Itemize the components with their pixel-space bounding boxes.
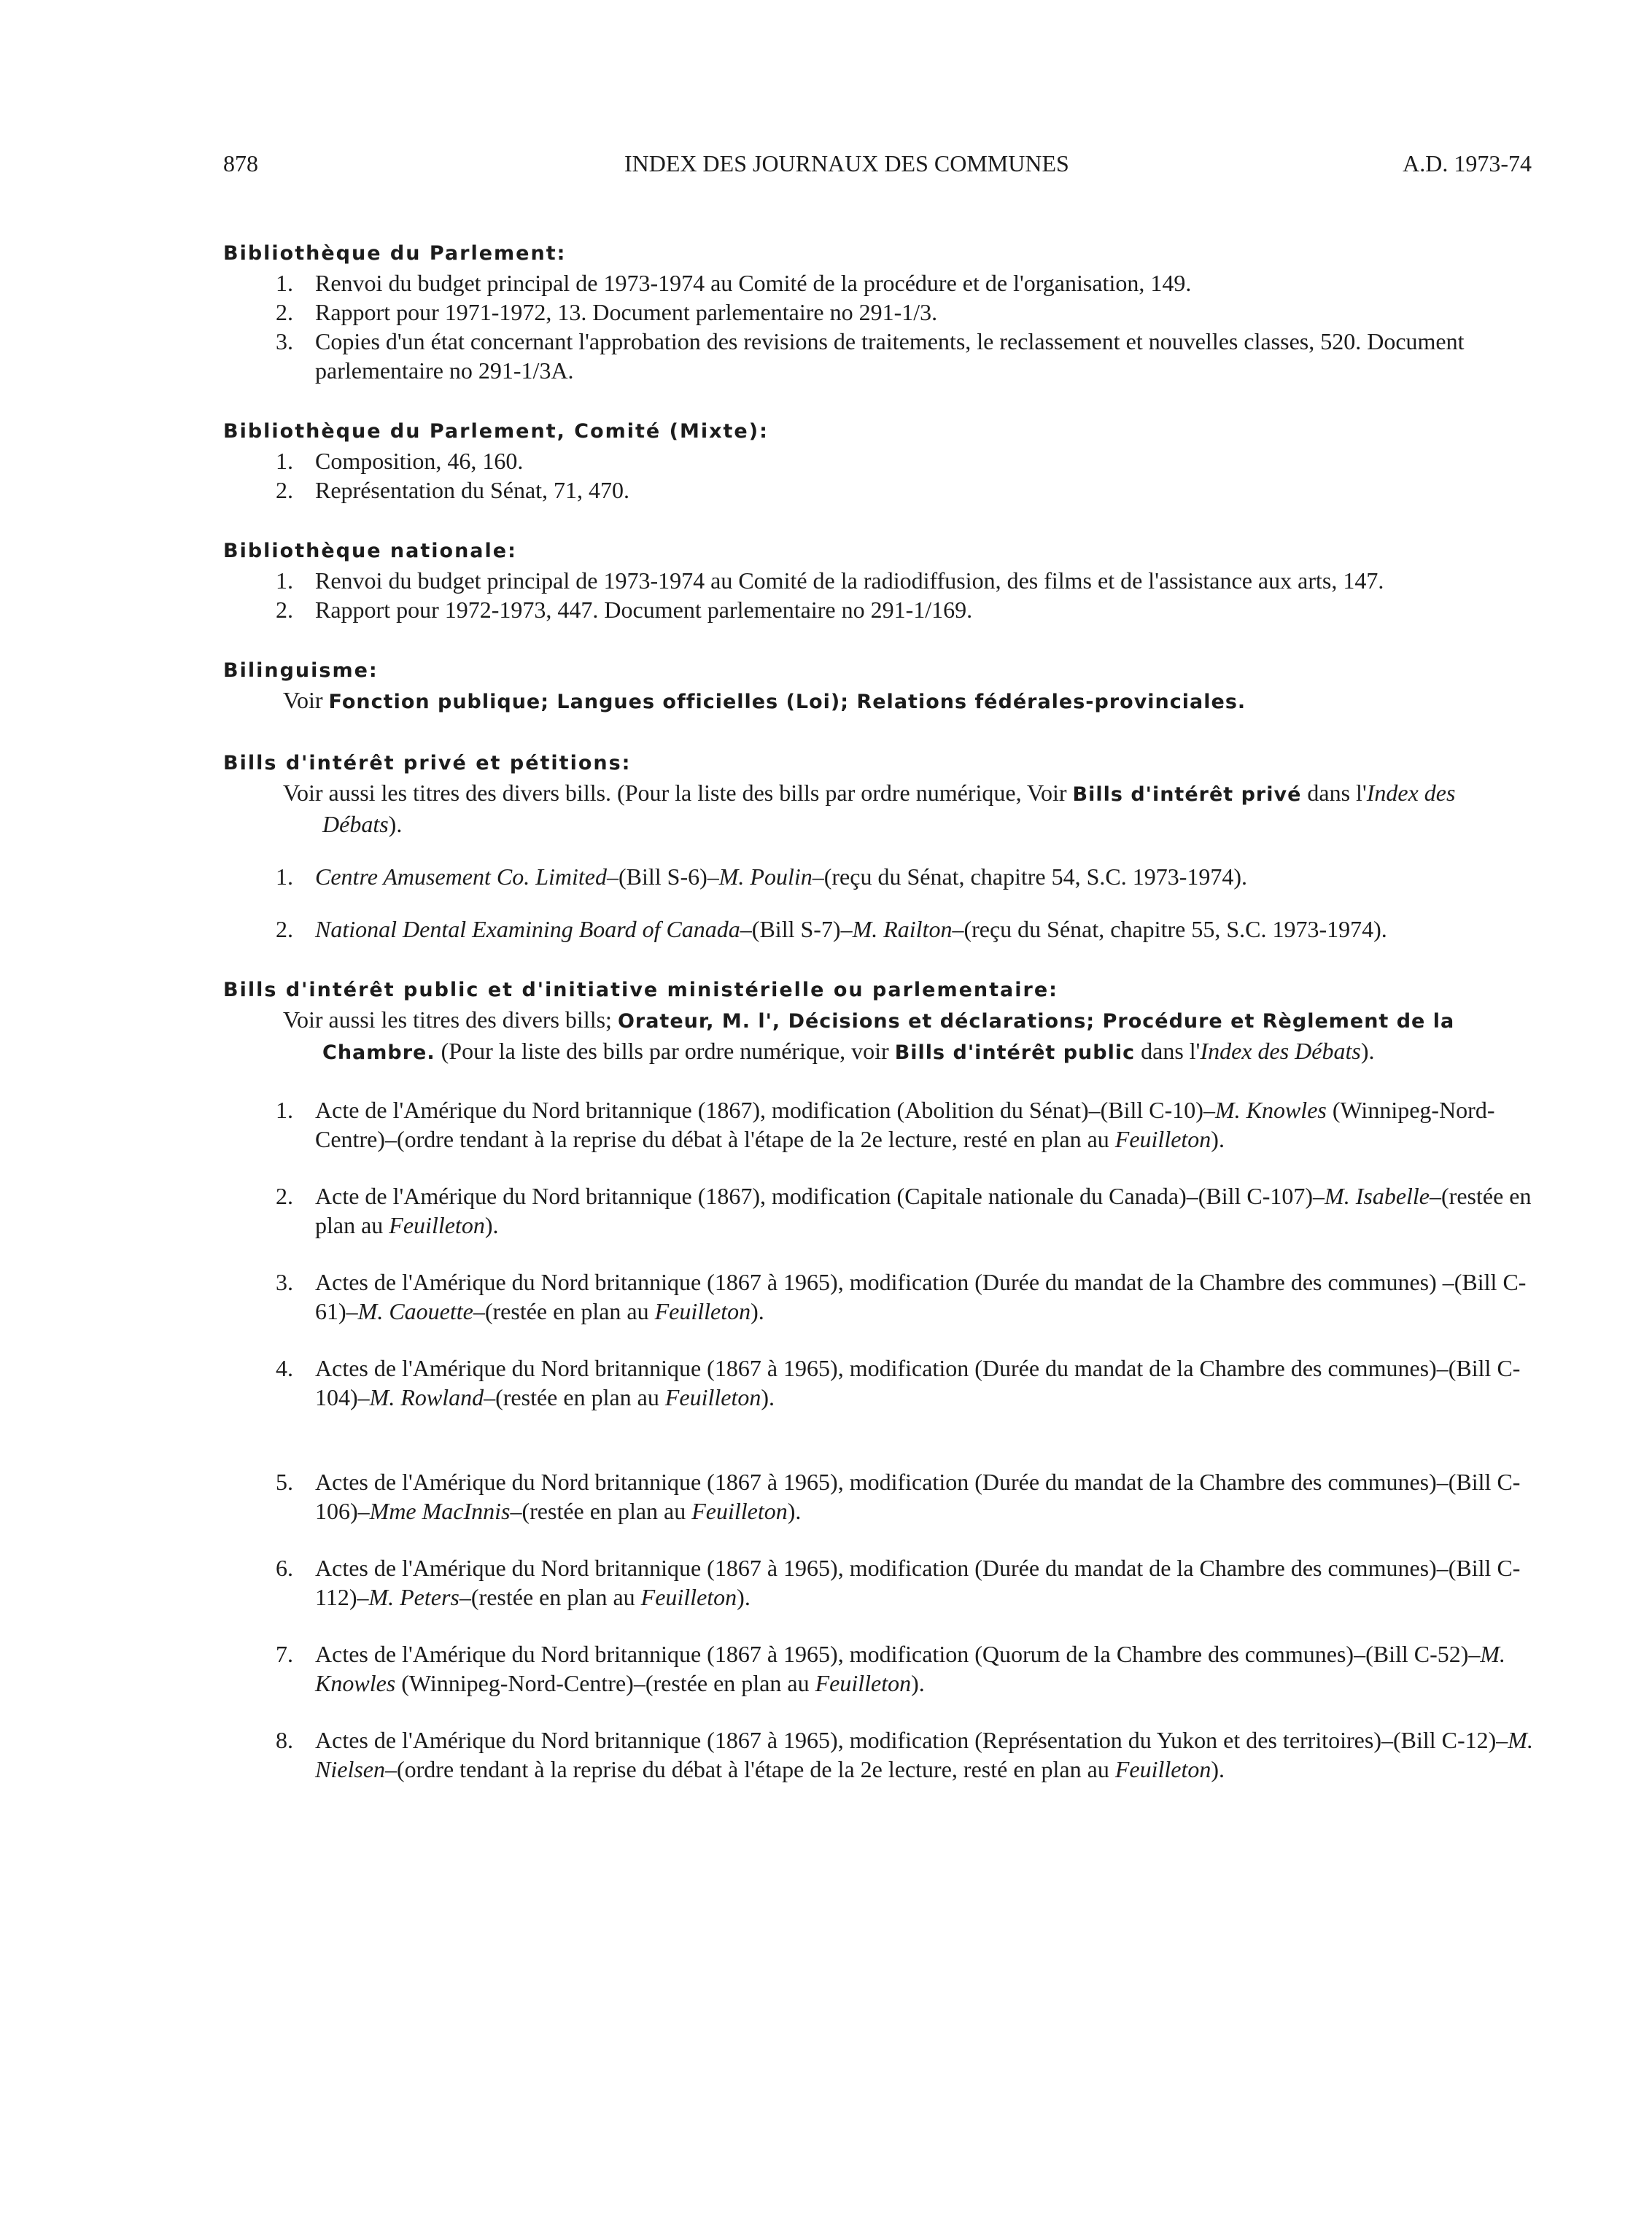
item-number: 6. xyxy=(276,1555,293,1581)
item-text: Renvoi du budget principal de 1973-1974 au Comité de la procédure et de l'organisation, 149. xyxy=(315,270,1192,296)
bill-name: National Dental Examining Board of Canada xyxy=(315,916,740,942)
item-number: 2. xyxy=(276,477,293,503)
item-number: 1. xyxy=(276,863,293,890)
see-text: (Pour la liste des bills par ordre numérique, voir xyxy=(441,1038,889,1064)
item-text xyxy=(315,1354,1536,1412)
entry-bilinguisme xyxy=(223,656,1536,717)
running-title: INDEX DES JOURNAUX DES COMMUNES xyxy=(624,150,1069,176)
page-header xyxy=(223,149,1532,181)
bill-title: Actes de l'Amérique du Nord britannique (1867 à 1965), modification (Représentation du Yukon et des territoires)–(Bill C-12)– xyxy=(315,1727,1508,1753)
item-number: 1. xyxy=(276,567,293,594)
entry-heading: Bilinguisme: xyxy=(223,659,379,682)
entry-heading: Bibliothèque du Parlement, Comité (Mixte): xyxy=(223,420,769,443)
bill-status: –(reçu du Sénat, chapitre 55, S.C. 1973-1974). xyxy=(952,916,1387,942)
entry-items xyxy=(223,446,1536,505)
entry-bibliotheque-comite xyxy=(223,417,1536,505)
bill-number: –(Bill S-6)– xyxy=(606,863,719,890)
list-item xyxy=(276,268,1536,298)
item-text xyxy=(315,1639,1536,1698)
page-number: 878 xyxy=(223,150,258,176)
bill-sponsor: M. Nielsen xyxy=(315,1727,1533,1782)
item-text xyxy=(315,1553,1536,1612)
see-text: dans l' xyxy=(1141,1038,1201,1064)
bill-sponsor: M. Knowles xyxy=(315,1641,1506,1696)
feuilleton-ref: Feuilleton xyxy=(1114,1126,1211,1152)
item-number: 2. xyxy=(276,1183,293,1209)
list-item xyxy=(276,446,1536,475)
item-number: 2. xyxy=(276,916,293,942)
entry-heading: Bills d'intérêt privé et pétitions: xyxy=(223,752,632,774)
see-bold-ref: Orateur, M. l', Décisions et déclarations; Procédure et Règlement de la Chambre. xyxy=(322,1010,1455,1064)
bill-end: ). xyxy=(484,1212,499,1238)
list-item xyxy=(276,566,1536,595)
entry-bills-prive xyxy=(223,749,1536,944)
list-item xyxy=(276,327,1536,385)
entry-heading: Bibliothèque du Parlement: xyxy=(223,242,567,265)
feuilleton-ref: Feuilleton xyxy=(815,1670,912,1696)
see-bold-ref: Bills d'intérêt privé xyxy=(1072,783,1302,806)
item-text xyxy=(315,1267,1536,1326)
feuilleton-ref: Feuilleton xyxy=(640,1584,737,1610)
item-number: 4. xyxy=(276,1355,293,1381)
feuilleton-ref: Feuilleton xyxy=(691,1498,788,1524)
item-text xyxy=(315,1725,1536,1784)
see-italic-ref: Index des Débats xyxy=(1200,1038,1361,1064)
bill-title: Actes de l'Amérique du Nord britannique (1867 à 1965), modification (Durée du mandat de la Chambre des communes)–(Bill C-106)– xyxy=(315,1469,1521,1524)
item-number: 3. xyxy=(276,328,293,354)
list-item xyxy=(276,1725,1536,1784)
entry-items xyxy=(223,862,1536,944)
item-text: Renvoi du budget principal de 1973-1974 au Comité de la radiodiffusion, des films et de l'assistance aux arts, 147. xyxy=(315,567,1384,594)
bill-title: Actes de l'Amérique du Nord britannique (1867 à 1965), modification (Durée du mandat de la Chambre des communes) –(Bill C-61)– xyxy=(315,1269,1527,1324)
entry-bibliotheque-parlement xyxy=(223,239,1536,385)
item-number: 5. xyxy=(276,1469,293,1495)
bill-title: Acte de l'Amérique du Nord britannique (1867), modification (Abolition du Sénat)–(Bill C-10)– xyxy=(315,1097,1215,1123)
feuilleton-ref: Feuilleton xyxy=(389,1212,485,1238)
bill-title: Actes de l'Amérique du Nord britannique (1867 à 1965), modification (Durée du mandat de la Chambre des communes)–(Bill C-104)– xyxy=(315,1355,1521,1410)
list-item xyxy=(276,915,1536,944)
entry-heading: Bills d'intérêt public et d'initiative ministérielle ou parlementaire: xyxy=(223,979,1058,1001)
entry-items xyxy=(223,1095,1536,1784)
bill-title: Actes de l'Amérique du Nord britannique (1867 à 1965), modification (Quorum de la Chambre des communes)–(Bill C-52)– xyxy=(315,1641,1481,1667)
bill-status: –(restée en plan au xyxy=(484,1384,659,1410)
see-refs: Fonction publique; Langues officielles (Loi); Relations fédérales-provinciales. xyxy=(328,691,1246,713)
item-number: 3. xyxy=(276,1269,293,1295)
bill-status: (Winnipeg-Nord-Centre)–(ordre tendant à la reprise du débat à l'étape de la 2e lecture, resté en plan au xyxy=(315,1097,1495,1152)
see-also-reference xyxy=(223,1005,1536,1068)
list-item xyxy=(276,862,1536,891)
bill-end: ). xyxy=(787,1498,802,1524)
item-number: 1. xyxy=(276,270,293,296)
entry-bibliotheque-nationale xyxy=(223,537,1536,624)
index-content xyxy=(223,239,1536,1816)
see-also-reference xyxy=(223,686,1536,717)
list-item xyxy=(276,1467,1536,1526)
entry-heading: Bibliothèque nationale: xyxy=(223,540,517,562)
bill-sponsor: M. Isabelle xyxy=(1325,1183,1430,1209)
list-item xyxy=(276,1267,1536,1326)
list-item xyxy=(276,1639,1536,1698)
bill-sponsor: M. Poulin xyxy=(718,863,813,890)
feuilleton-ref: Feuilleton xyxy=(664,1384,761,1410)
see-text: ). xyxy=(1360,1038,1375,1064)
feuilleton-ref: Feuilleton xyxy=(1114,1756,1211,1782)
item-text: Composition, 46, 160. xyxy=(315,448,524,474)
entry-items xyxy=(223,566,1536,624)
bill-sponsor: M. Peters xyxy=(368,1584,459,1610)
item-number: 8. xyxy=(276,1727,293,1753)
see-word: Voir xyxy=(283,687,323,713)
item-number: 1. xyxy=(276,448,293,474)
list-item xyxy=(276,1095,1536,1154)
bill-status: –(restée en plan au xyxy=(473,1298,649,1324)
bill-end: ). xyxy=(751,1298,764,1324)
item-text: Rapport pour 1971-1972, 13. Document parlementaire no 291-1/3. xyxy=(315,299,938,325)
bill-title: Actes de l'Amérique du Nord britannique (1867 à 1965), modification (Durée du mandat de la Chambre des communes)–(Bill C-112)– xyxy=(315,1555,1521,1610)
item-text xyxy=(315,915,1536,944)
see-text: dans l' xyxy=(1307,780,1367,806)
item-number: 2. xyxy=(276,299,293,325)
bill-end: ). xyxy=(737,1584,751,1610)
item-text xyxy=(315,862,1536,891)
bill-status: –(restée en plan au xyxy=(315,1183,1532,1238)
list-item xyxy=(276,595,1536,624)
bill-end: ). xyxy=(761,1384,775,1410)
bill-sponsor: M. Knowles xyxy=(1214,1097,1327,1123)
item-text: Rapport pour 1972-1973, 447. Document parlementaire no 291-1/169. xyxy=(315,597,973,623)
list-item xyxy=(276,298,1536,327)
bill-sponsor: M. Rowland xyxy=(369,1384,484,1410)
see-also-reference xyxy=(223,778,1536,839)
bill-name: Centre Amusement Co. Limited xyxy=(315,863,607,890)
bill-status: –(restée en plan au xyxy=(510,1498,686,1524)
year-label: A.D. 1973-74 xyxy=(1403,150,1532,176)
see-text: ). xyxy=(388,811,403,837)
bill-sponsor: M. Railton xyxy=(852,916,953,942)
item-text xyxy=(315,1095,1536,1154)
list-item xyxy=(276,1553,1536,1612)
list-item xyxy=(276,1354,1536,1412)
item-number: 7. xyxy=(276,1641,293,1667)
entry-items xyxy=(223,268,1536,385)
see-text: Voir aussi les titres des divers bills. (Pour la liste des bills par ordre numérique, Voir xyxy=(283,780,1067,806)
see-bold-ref: Bills d'intérêt public xyxy=(894,1041,1136,1064)
item-text xyxy=(315,1181,1536,1240)
bill-sponsor: M. Caouette xyxy=(357,1298,473,1324)
bill-title: Acte de l'Amérique du Nord britannique (1867), modification (Capitale nationale du Canada)–(Bill C-107)– xyxy=(315,1183,1325,1209)
item-text: Représentation du Sénat, 71, 470. xyxy=(315,477,630,503)
item-number: 1. xyxy=(276,1097,293,1123)
bill-end: ). xyxy=(1211,1126,1225,1152)
bill-number: –(Bill S-7)– xyxy=(740,916,853,942)
item-text xyxy=(315,1467,1536,1526)
item-text: Copies d'un état concernant l'approbation des revisions de traitements, le reclassement et nouvelles classes, 520. Document parlementaire no 291-1/3A. xyxy=(315,328,1465,384)
list-item xyxy=(276,475,1536,505)
entry-bills-public xyxy=(223,976,1536,1784)
bill-end: ). xyxy=(911,1670,925,1696)
list-item xyxy=(276,1181,1536,1240)
feuilleton-ref: Feuilleton xyxy=(654,1298,751,1324)
bill-status: –(ordre tendant à la reprise du débat à l'étape de la 2e lecture, resté en plan au xyxy=(384,1756,1109,1782)
bill-status: –(restée en plan au xyxy=(459,1584,635,1610)
item-number: 2. xyxy=(276,597,293,623)
bill-status: –(reçu du Sénat, chapitre 54, S.C. 1973-1974). xyxy=(812,863,1248,890)
see-text: Voir aussi les titres des divers bills; xyxy=(283,1006,612,1033)
bill-status: (Winnipeg-Nord-Centre)–(restée en plan au xyxy=(401,1670,810,1696)
bill-end: ). xyxy=(1211,1756,1225,1782)
see-italic-ref: Index des Débats xyxy=(322,780,1456,837)
bill-sponsor: Mme MacInnis xyxy=(369,1498,511,1524)
